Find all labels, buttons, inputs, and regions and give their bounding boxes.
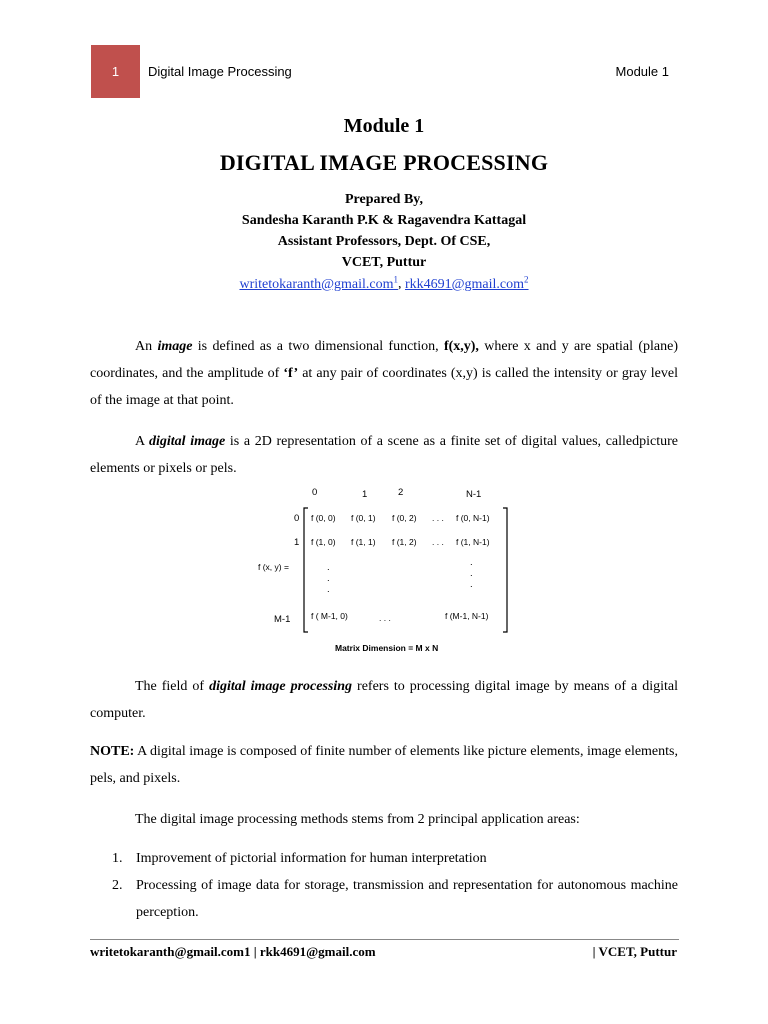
cell-0-n1: f (0, N-1) bbox=[456, 513, 490, 523]
paragraph-dip-field: The field of digital image processing refers to processing digital image by means of a digital computer. bbox=[90, 679, 678, 721]
cell-0-dots: . . . bbox=[432, 513, 444, 523]
col-header-n1: N-1 bbox=[466, 489, 482, 500]
row-header-m1: M-1 bbox=[274, 614, 291, 625]
cell-m1-n1: f (M-1, N-1) bbox=[445, 611, 489, 621]
module-heading: Module 1 bbox=[343, 115, 425, 137]
matrix-lhs: f (x, y) = bbox=[258, 562, 289, 572]
list-item-number: 1. bbox=[112, 851, 123, 866]
list-item bbox=[90, 872, 678, 926]
dot-coln-1: . bbox=[470, 557, 473, 568]
page-number-badge bbox=[91, 45, 140, 98]
cell-0-0: f (0, 0) bbox=[311, 513, 336, 523]
col-header-1: 1 bbox=[362, 489, 368, 500]
paragraph-note: NOTE: A digital image is composed of finite number of elements like picture elements, image elements, pels, and pixels. bbox=[90, 744, 678, 786]
dot-col0-1: . bbox=[327, 562, 330, 573]
page-number: 1 bbox=[111, 64, 120, 79]
list-item-text: Processing of image data for storage, transmission and representation for autonomous machine perception. bbox=[136, 878, 678, 920]
cell-1-0: f (1, 0) bbox=[311, 537, 336, 547]
email-link-1[interactable]: writetokaranth@gmail.com$^1$ bbox=[239, 274, 398, 292]
document-title: DIGITAL IMAGE PROCESSING bbox=[219, 150, 549, 175]
matrix-diagram bbox=[248, 480, 528, 660]
paragraph-image-definition: An image is defined as a two dimensional function, f(x,y), where x and y are spatial (plane) coordinates, and the amplitude of ‘f’ at any pair of coordinates (x,y) is called the intensity or gray level of the image at that point. bbox=[90, 339, 678, 408]
footer-emails: writetokaranth@gmail.com1 | rkk4691@gmail.com bbox=[90, 944, 376, 959]
dot-col0-3: . bbox=[327, 584, 330, 595]
list-item-text: Improvement of pictorial information for human interpretation bbox=[136, 851, 487, 866]
prepared-by: Prepared By, bbox=[344, 192, 424, 207]
paragraph-digital-image: A digital image is a 2D representation of a scene as a finite set of digital values, calledpicture elements or pixels or pels. bbox=[90, 434, 678, 476]
cell-m1-0: f ( M-1, 0) bbox=[311, 611, 348, 621]
header-title: Digital Image Processing bbox=[148, 64, 292, 79]
matrix-caption: Matrix Dimension = M x N bbox=[335, 643, 439, 653]
dot-col0-2: . bbox=[327, 573, 330, 584]
footer-institution: | VCET, Puttur bbox=[592, 944, 677, 959]
list-item-number: 2. bbox=[112, 878, 123, 893]
col-header-0: 0 bbox=[312, 487, 318, 498]
author-emails bbox=[0, 274, 768, 293]
header-module: Module 1 bbox=[615, 64, 669, 79]
cell-0-1: f (0, 1) bbox=[351, 513, 376, 523]
cell-1-2: f (1, 2) bbox=[392, 537, 417, 547]
footer-divider bbox=[90, 939, 679, 940]
cell-m1-dots: . . . bbox=[379, 613, 391, 623]
email-link-2[interactable]: rkk4691@gmail.com$^2$ bbox=[404, 274, 529, 292]
paragraph-application-areas: The digital image processing methods stems from 2 principal application areas: bbox=[135, 812, 580, 827]
cell-1-1: f (1, 1) bbox=[351, 537, 376, 547]
cell-1-dots: . . . bbox=[432, 537, 444, 547]
matrix-figure bbox=[248, 480, 528, 660]
author-institution: VCET, Puttur bbox=[341, 255, 427, 270]
email-separator: , bbox=[397, 276, 405, 292]
cell-0-2: f (0, 2) bbox=[392, 513, 417, 523]
col-header-2: 2 bbox=[398, 487, 404, 498]
right-bracket bbox=[503, 508, 507, 632]
author-designation: Assistant Professors, Dept. Of CSE, bbox=[277, 234, 491, 249]
dot-coln-2: . bbox=[470, 568, 473, 579]
dot-coln-3: . bbox=[470, 579, 473, 590]
left-bracket bbox=[304, 508, 308, 632]
cell-1-n1: f (1, N-1) bbox=[456, 537, 490, 547]
row-header-0: 0 bbox=[294, 513, 300, 524]
row-header-1: 1 bbox=[294, 537, 300, 548]
author-names: Sandesha Karanth P.K & Ragavendra Kattagal bbox=[241, 213, 527, 228]
list-item bbox=[90, 845, 678, 872]
